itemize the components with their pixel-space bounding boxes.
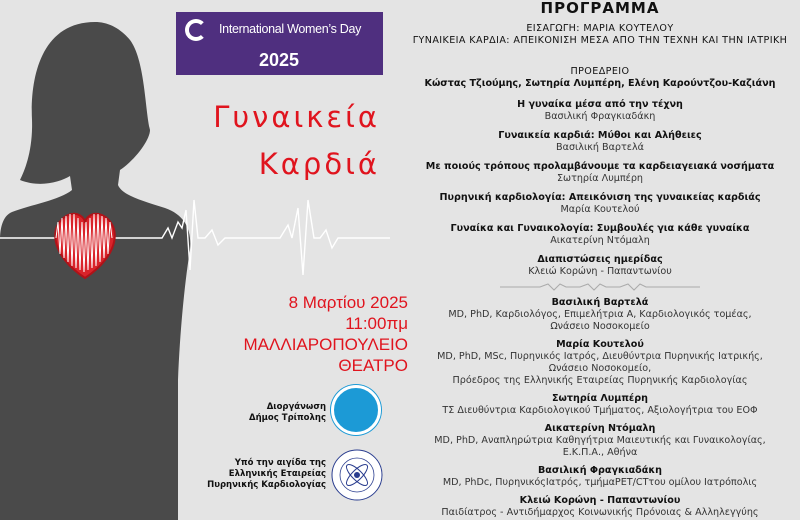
bio-item xyxy=(400,393,800,417)
municipality-seal-icon xyxy=(331,385,381,435)
event-venue-line2: ΘΕΑΤΡΟ xyxy=(338,356,408,375)
bio-line: MD, PhD, Καρδιολόγος, Επιμελήτρια Α, Καρδιολογικός τομέας, xyxy=(448,309,752,320)
session-title: Γυναικεία καρδιά: Μύθοι και Αλήθειες xyxy=(498,130,702,141)
bio-name: Βασιλική Φραγκιαδάκη xyxy=(537,465,663,476)
bio-name: Βασιλική Βαρτελά xyxy=(551,297,649,308)
bio-line: MD, PhD, MSc, Πυρηνικός Ιατρός, Διευθύντρια Πυρηνικής Ιατρικής, xyxy=(437,351,763,362)
organizer-text xyxy=(249,402,326,424)
session-item xyxy=(400,130,800,154)
session-item xyxy=(400,161,800,185)
session-speaker: Σωτηρία Λυμπέρη xyxy=(556,173,643,184)
bio-line: Πρόεδρος της Ελληνικής Εταιρείας Πυρηνικής Καρδιολογίας xyxy=(452,375,748,386)
patronage-line3: Πυρηνικής Καρδιολογίας xyxy=(207,480,326,490)
bio-item xyxy=(400,465,800,489)
bio-item xyxy=(400,339,800,387)
nuclear-cardiology-society-logo-icon xyxy=(330,448,384,502)
event-venue-line1: ΜΑΛΛΙΑΡΟΠΟΥΛΕΙΟ xyxy=(243,335,408,354)
event-date: 8 Μαρτίου 2025 xyxy=(288,293,408,312)
event-details xyxy=(243,292,408,376)
session-speaker: Βασιλική Φραγκιαδάκη xyxy=(544,111,656,122)
session-item xyxy=(400,192,800,216)
session-item xyxy=(400,223,800,247)
session-title: Διαπιστώσεις ημερίδας xyxy=(537,254,663,265)
organizer-name: Δήμος Τρίπολης xyxy=(249,413,326,423)
session-item xyxy=(400,99,800,123)
patronage-label: Υπό την αιγίδα της xyxy=(234,458,326,468)
iwd-logo-icon xyxy=(185,19,207,41)
poster-title-line1: Γυναικεία xyxy=(213,100,380,134)
iwd-year: 2025 xyxy=(259,50,300,70)
bio-line: MD, PhDc, ΠυρηνικόςΙατρός, τμήμαPET/CTτου ομίλου Ιατρόπολις xyxy=(442,477,758,488)
session-title: Πυρηνική καρδιολογία: Απεικόνιση της γυναικείας καρδιάς xyxy=(439,192,761,203)
session-speaker: Μαρία Κουτελού xyxy=(560,204,640,215)
patronage-line2: Ελληνικής Εταιρείας xyxy=(228,469,326,479)
bio-line: Ωνάσειο Νοσοκομείο, xyxy=(548,363,652,374)
session-item xyxy=(400,254,800,278)
bio-line: ΤΣ Διευθύντρια Καρδιολογικού Τμήματος, Αξιολογήτρια του ΕΟΦ xyxy=(442,405,758,416)
bio-item xyxy=(400,297,800,333)
bio-item xyxy=(400,495,800,519)
wave-divider-icon xyxy=(500,282,700,292)
poster-title-line2: Καρδιά xyxy=(258,147,380,181)
bio-name: Κλειώ Κορώνη - Παπαντωνίου xyxy=(519,495,681,506)
session-speaker: Αικατερίνη Ντόμαλη xyxy=(550,235,650,246)
organizer-label: Διοργάνωση xyxy=(266,402,326,412)
event-time: 11:00πμ xyxy=(345,314,408,333)
bio-item xyxy=(400,423,800,459)
program-column xyxy=(400,0,800,519)
board-label: ΠΡΟΕΔΡΕΙΟ xyxy=(570,66,630,77)
patronage-text xyxy=(207,458,326,491)
board-members: Κώστας Τζιούμης, Σωτηρία Λυμπέρη, Ελένη Καρούντζου-Καζιάνη xyxy=(424,78,776,89)
bio-line: Ωνάσειο Νοσοκομείο xyxy=(550,321,650,332)
bio-name: Σωτηρία Λυμπέρη xyxy=(552,393,648,404)
iwd-title: International Women’s Day xyxy=(219,22,362,36)
session-title: Με ποιούς τρόπους προλαμβάνουμε τα καρδειαγειακά νοσήματα xyxy=(425,161,775,172)
bio-line: Ε.Κ.Π.Α., Αθήνα xyxy=(562,447,638,458)
program-heading: ΠΡΟΓΡΑΜΜΑ xyxy=(540,0,660,17)
session-title: Η γυναίκα μέσα από την τέχνη xyxy=(517,99,683,110)
session-speaker: Κλειώ Κορώνη - Παπαντωνίου xyxy=(528,266,672,277)
bio-name: Αικατερίνη Ντόμαλη xyxy=(544,423,656,434)
session-title: Γυναίκα και Γυναικολογία: Συμβουλές για κάθε γυναίκα xyxy=(450,223,750,234)
iwd-banner xyxy=(176,12,383,75)
bio-line: MD, PhD, Αναπληρώτρια Καθηγήτρια Μαιευτικής και Γυναικολογίας, xyxy=(434,435,766,446)
bio-line: Παιδίατρος - Αντιδήμαρχος Κοινωνικής Πρόνοιας & Αλληλεγγύης xyxy=(441,507,759,518)
program-intro-2: ΓΥΝΑΙΚΕΙΑ ΚΑΡΔΙΑ: ΑΠΕΙΚΟΝΙΣΗ ΜΕΣΑ ΑΠΟ ΤΗΝ ΤΕΧΝΗ ΚΑΙ ΤΗΝ ΙΑΤΡΙΚΗ xyxy=(412,35,788,46)
bio-name: Μαρία Κουτελού xyxy=(556,339,644,350)
session-speaker: Βασιλική Βαρτελά xyxy=(556,142,644,153)
program-intro-1: ΕΙΣΑΓΩΓΗ: ΜΑΡΙΑ ΚΟΥΤΕΛΟΥ xyxy=(526,23,674,34)
